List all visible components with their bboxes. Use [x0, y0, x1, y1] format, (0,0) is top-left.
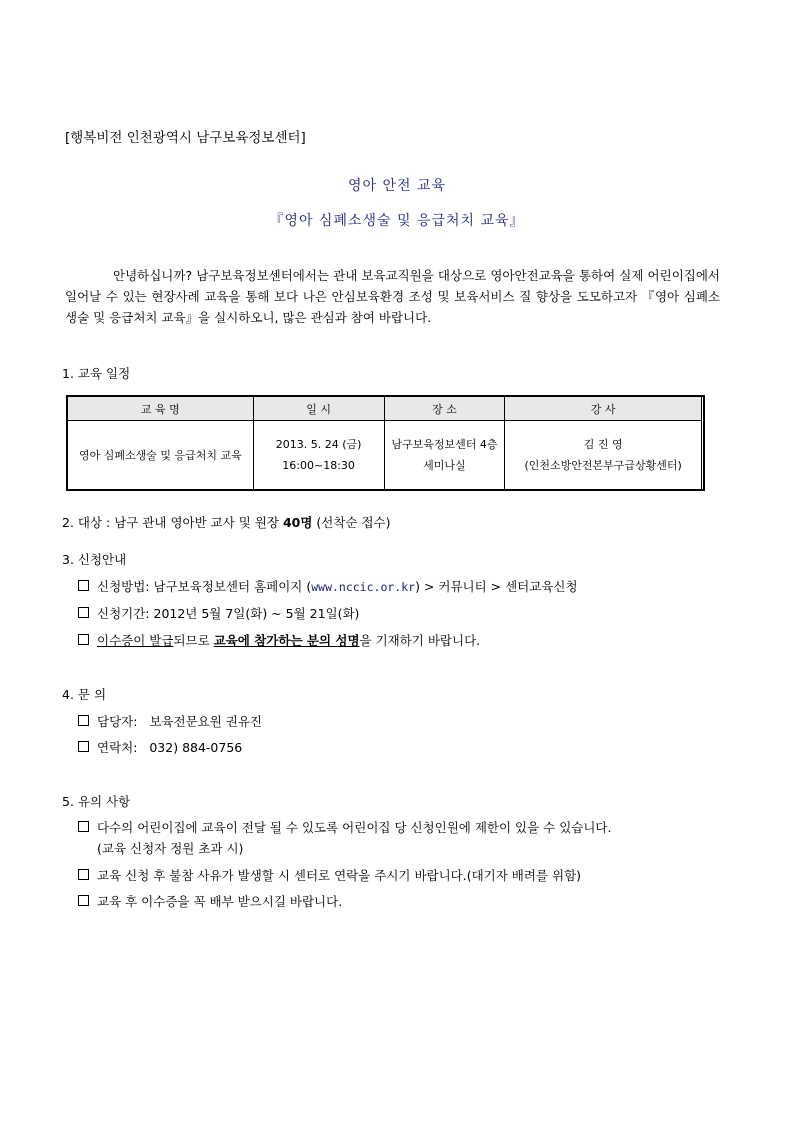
datetime-cell — [253, 421, 384, 490]
list-item — [78, 866, 581, 884]
list-item — [78, 712, 262, 730]
page-subtitle: 『영아 심폐소생술 및 응급처치 교육』 — [269, 213, 525, 229]
apply-method-pre: 신청방법: 남구보육정보센터 홈페이지 ( — [97, 579, 312, 594]
section-contact-heading: 4. 문 의 — [62, 687, 107, 702]
page-title: 영아 안전 교육 — [347, 178, 447, 194]
note-mid: 되므로 — [173, 633, 214, 648]
note-3: 교육 후 이수증을 꼭 배부 받으시길 바랍니다. — [97, 894, 343, 909]
checkbox-icon — [78, 580, 89, 591]
checkbox-icon — [78, 741, 89, 752]
target-prefix: 2. 대상 : 남구 관내 영아반 교사 및 원장 — [62, 515, 283, 530]
course-cell: 영아 심폐소생술 및 응급처치 교육 — [68, 421, 254, 490]
note-1: 다수의 어린이집에 교육이 전달 될 수 있도록 어린이집 당 신청인원에 제한이 있을 수 있습니다. — [97, 820, 612, 835]
list-item — [78, 818, 611, 836]
note-bold: 교육에 참가하는 분의 성명 — [213, 633, 360, 648]
phone-value: 032) 884-0756 — [149, 740, 243, 755]
list-item — [78, 631, 480, 649]
checkbox-icon — [78, 607, 89, 618]
organization-header: [행복비전 인천광역시 남구보육정보센터] — [65, 130, 306, 146]
list-item-continuation: (교육 신청자 정원 초과 시) — [97, 841, 244, 856]
checkbox-icon — [78, 715, 89, 726]
note-2: 교육 신청 후 불참 사유가 발생할 시 센터로 연락을 주시기 바랍니다.(대기자 배려를 위함) — [97, 868, 582, 883]
list-item — [78, 892, 342, 910]
place-text: 남구보육정보센터 4층 — [391, 438, 498, 451]
section-notes-heading: 5. 유의 사항 — [62, 794, 131, 809]
table-header: 일 시 — [253, 397, 384, 421]
table-row — [68, 421, 702, 490]
list-item — [78, 604, 359, 622]
section-apply-heading: 3. 신청안내 — [62, 552, 127, 567]
time-text: 16:00~18:30 — [282, 459, 355, 472]
note-underlined: 이수증이 발급 — [97, 633, 174, 648]
lecturer-org: (인천소방안전본부구급상황센터) — [524, 459, 682, 472]
table-header-row — [68, 397, 702, 421]
lecturer-cell — [505, 421, 702, 490]
table-header: 강 사 — [505, 397, 702, 421]
section-schedule-heading: 1. 교육 일정 — [62, 366, 131, 381]
list-item — [78, 738, 242, 756]
checkbox-icon — [78, 821, 89, 832]
list-item — [78, 577, 578, 595]
phone-label: 연락처: — [97, 740, 138, 755]
apply-method-post: ) > 커뮤니티 > 센터교육신청 — [415, 579, 578, 594]
note-end: 을 기재하기 바랍니다. — [359, 633, 481, 648]
checkbox-icon — [78, 869, 89, 880]
table-header: 교 육 명 — [68, 397, 254, 421]
room-text: 세미나실 — [423, 459, 466, 472]
checkbox-icon — [78, 895, 89, 906]
target-count: 40명 — [282, 515, 313, 530]
homepage-link[interactable]: www.nccic.or.kr — [311, 580, 416, 594]
contact-label: 담당자: — [97, 714, 138, 729]
intro-paragraph — [65, 265, 720, 328]
contact-value: 보육전문요원 권유진 — [149, 714, 263, 729]
target-suffix: (선착순 접수) — [312, 515, 391, 530]
checkbox-icon — [78, 634, 89, 645]
date-text: 2013. 5. 24 (금) — [275, 438, 362, 451]
table-header: 장 소 — [384, 397, 505, 421]
apply-period: 신청기간: 2012년 5월 7일(화) ~ 5월 21일(화) — [97, 606, 360, 621]
section-target — [62, 513, 391, 531]
place-cell — [384, 421, 505, 490]
schedule-table — [67, 396, 702, 490]
intro-text: 안녕하십니까? 남구보육정보센터에서는 관내 보육교직원을 대상으로 영아안전교육을 통하여 실제 어린이집에서 일어날 수 있는 현장사례 교육을 통해 보다 나은 안심보육환경 조성 및 보육서비스 질 향상을 도모하고자 『영아 심폐소생술 및 응급처치 교육』을 실시하오니, 많은 관심과 참여 바랍니다. — [65, 268, 720, 325]
lecturer-name: 김 진 영 — [583, 438, 623, 451]
